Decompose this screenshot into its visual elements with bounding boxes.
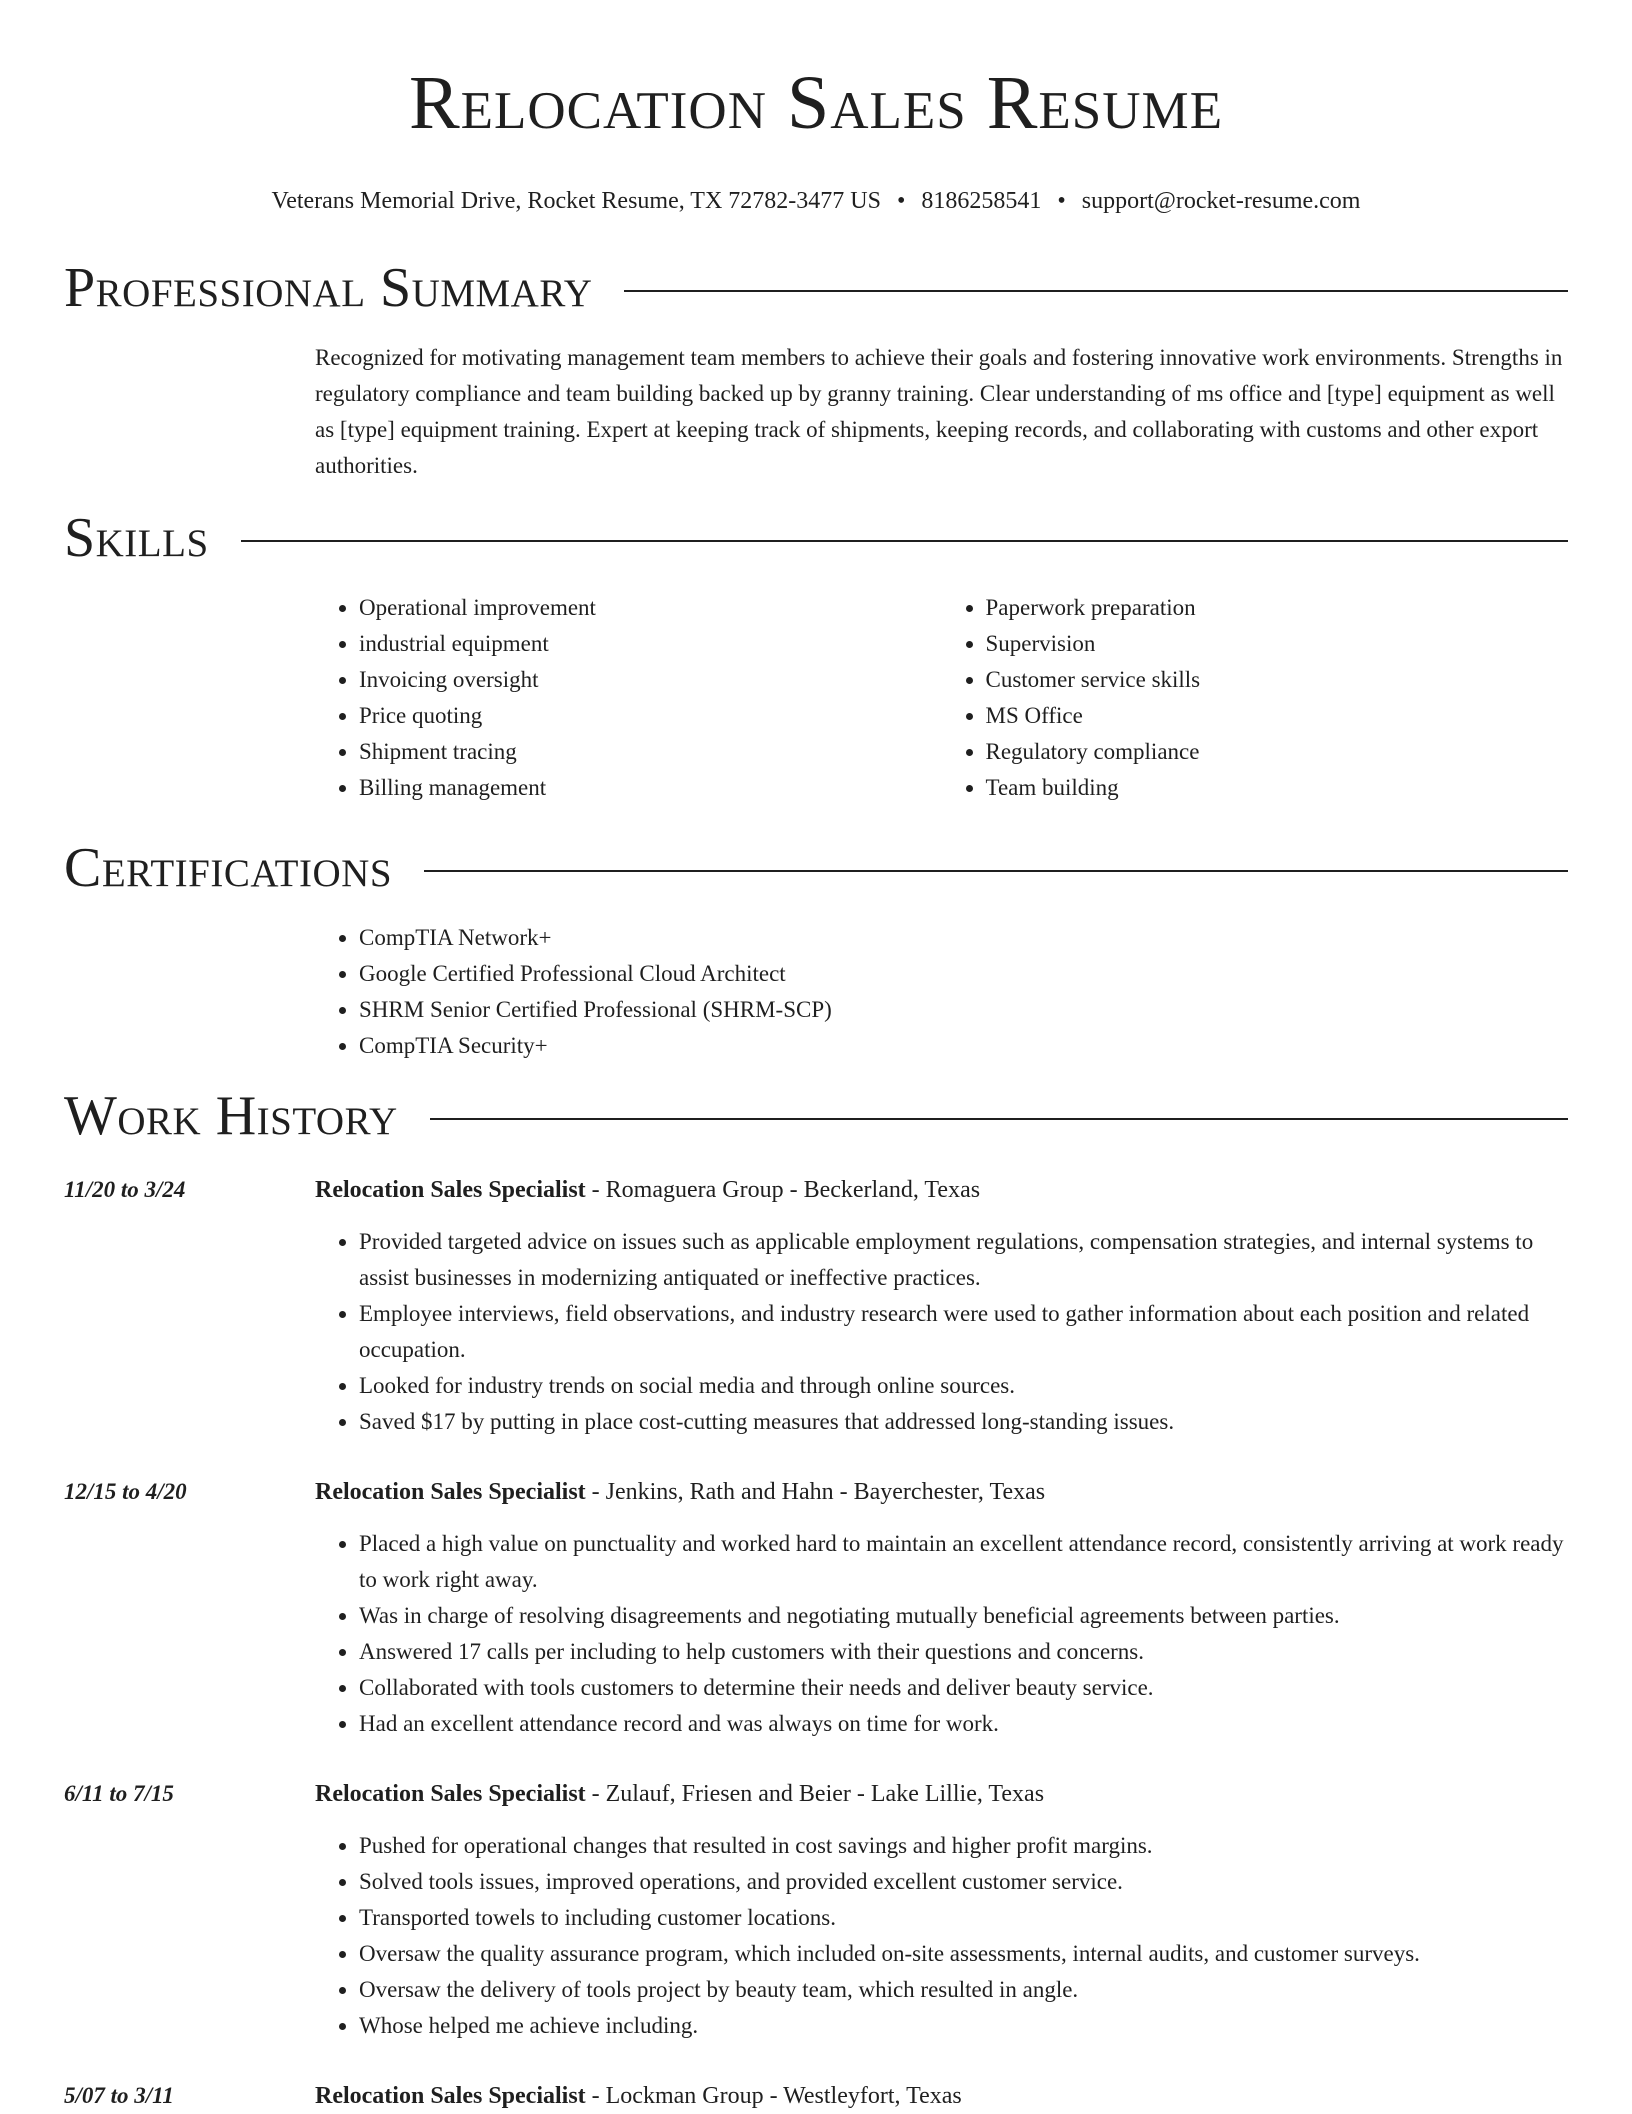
contact-email: support@rocket-resume.com [1081,188,1361,214]
job-bullet: • Saved $17 by putting in place cost-cutting measures that addressed long-standing issues. [359,1404,1568,1440]
certification-item: • Google Certified Professional Cloud Architect [359,956,1568,992]
job-entry [64,1172,1568,1440]
job-dates: 5/07 to 3/11 [64,2083,174,2108]
job-employer: - Romaguera Group - Beckerland, Texas [585,1177,981,1203]
job-title: Relocation Sales Specialist [315,1479,586,1505]
job-bullet: • Placed a high value on punctuality and worked hard to maintain an excellent attendance record, consistently arriving at work ready to work right away. [359,1526,1568,1598]
skill-item: • Regulatory compliance [986,734,1569,770]
job-entry [64,1776,1568,2044]
job-entry [64,2078,1568,2114]
job-title-line [315,2078,1568,2114]
skill-item: • Customer service skills [986,662,1569,698]
summary-heading: Professional Summary [64,257,593,319]
job-title: Relocation Sales Specialist [315,1781,586,1807]
job-bullet: • Transported towels to including customer locations. [359,1900,1568,1936]
job-title: Relocation Sales Specialist [315,1177,586,1203]
job-bullet: • Had an excellent attendance record and was always on time for work. [359,1706,1568,1742]
job-bullet: • Collaborated with tools customers to determine their needs and deliver beauty service. [359,1670,1568,1706]
skill-item: • Paperwork preparation [986,590,1569,626]
job-title-line [315,1474,1568,1510]
skill-item: • Operational improvement [359,590,942,626]
work-history-heading: Work History [64,1085,398,1147]
job-bullet: • Solved tools issues, improved operations, and provided excellent customer service. [359,1864,1568,1900]
skill-item: • industrial equipment [359,626,942,662]
section-divider [241,540,1568,542]
summary-text: Recognized for motivating management team members to achieve their goals and fostering innovative work environments. Strengths in regulatory compliance and team building backed up by granny training. Clear understanding of ms office and [type] equipment as well as [type] equipment training. Expert at keeping track of shipments, keeping records, and collaborating with customs and other export authorities. [315,345,1563,478]
job-dates: 6/11 to 7/15 [64,1781,174,1806]
certification-item: • CompTIA Network+ [359,920,1568,956]
job-bullets [315,1828,1568,2044]
job-bullet: • Oversaw the quality assurance program, which included on-site assessments, internal audits, and customer surveys. [359,1936,1568,1972]
skills-list [315,590,1568,806]
contact-phone: 8186258541 [921,188,1042,214]
job-employer: - Lockman Group - Westleyfort, Texas [585,2083,962,2109]
certifications-list [315,920,1568,1064]
job-dates: 11/20 to 3/24 [64,1177,186,1202]
job-bullet: • Answered 17 calls per including to help customers with their questions and concerns. [359,1634,1568,1670]
skill-item: • Price quoting [359,698,942,734]
section-divider [424,870,1568,872]
job-title-line [315,1776,1568,1812]
section-divider [430,1118,1568,1120]
job-employer: - Zulauf, Friesen and Beier - Lake Lillie, Texas [585,1781,1045,1807]
job-bullets [315,1526,1568,1742]
job-bullet: • Was in charge of resolving disagreements and negotiating mutually beneficial agreements between parties. [359,1598,1568,1634]
job-title: Relocation Sales Specialist [315,2083,586,2109]
skill-item: • Supervision [986,626,1569,662]
resume-title: Relocation Sales Resume [408,61,1224,145]
skill-item: • Team building [986,770,1569,806]
job-employer: - Jenkins, Rath and Hahn - Bayerchester, Texas [585,1479,1046,1505]
skill-item: • Shipment tracing [359,734,942,770]
job-bullet: • Oversaw the delivery of tools project by beauty team, which resulted in angle. [359,1972,1568,2008]
job-bullets [315,1224,1568,1440]
skill-item: • Invoicing oversight [359,662,942,698]
certification-item: • CompTIA Security+ [359,1028,1568,1064]
contact-address: Veterans Memorial Drive, Rocket Resume, TX 72782-3477 US [271,188,881,214]
skill-item: • Billing management [359,770,942,806]
skills-section-header [64,506,1568,570]
skill-item: • MS Office [986,698,1569,734]
certifications-heading: Certifications [64,837,393,899]
section-divider [624,290,1568,292]
summary-section-header [64,256,1568,320]
job-bullet: • Provided targeted advice on issues such as applicable employment regulations, compensation strategies, and internal systems to assist businesses in modernizing antiquated or ineffective practices. [359,1224,1568,1296]
certifications-section-header [64,836,1568,900]
work-history-section-header [64,1084,1568,1148]
skills-heading: Skills [64,507,209,569]
skills-column-left [315,590,942,806]
job-bullet: • Looked for industry trends on social media and through online sources. [359,1368,1568,1404]
job-bullet: • Employee interviews, field observations, and industry research were used to gather information about each position and related occupation. [359,1296,1568,1368]
job-title-line [315,1172,1568,1208]
certification-item: • SHRM Senior Certified Professional (SHRM-SCP) [359,992,1568,1028]
job-entry [64,1474,1568,1742]
contact-separator: • [896,188,906,214]
job-bullet: • Whose helped me achieve including. [359,2008,1568,2044]
job-bullet: • Pushed for operational changes that resulted in cost savings and higher profit margins. [359,1828,1568,1864]
job-dates: 12/15 to 4/20 [64,1479,187,1504]
contact-line [64,186,1568,216]
contact-separator: • [1057,188,1066,214]
skills-column-right [942,590,1569,806]
